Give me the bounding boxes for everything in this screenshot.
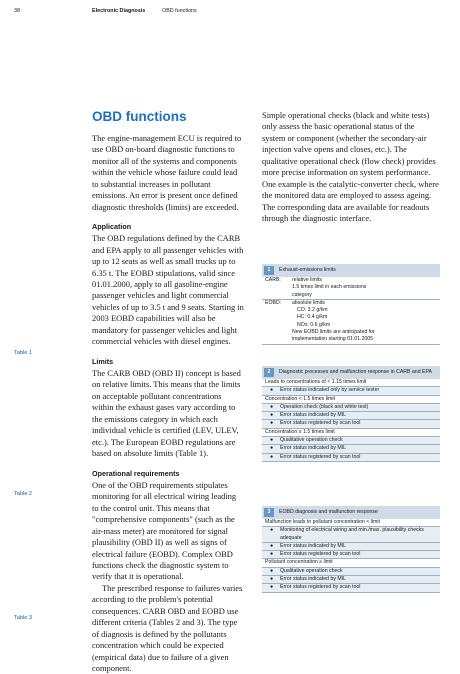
eobd-label: EOBD: bbox=[265, 299, 282, 306]
limits-paragraph: The CARB OBD (OBD II) concept is based on relative limits. This means that the limits on acceptable pollutant concentrations within the exhaust gases vary according to the emissions category in which each individual vehicle is certified (LEV, ULEV, etc.). The European EOBD regulations are based on absolute limits (Table 1). bbox=[92, 367, 241, 459]
table-3-title: EOBD diagnosis and malfunction response bbox=[279, 509, 378, 515]
bullet-icon: ● bbox=[270, 387, 274, 394]
bullet-icon: ● bbox=[270, 420, 274, 427]
table-2 bbox=[262, 366, 440, 462]
bullet-icon: ● bbox=[270, 584, 274, 591]
table-cell: implementation starting 01.01.2005 bbox=[292, 336, 374, 343]
margin-ref-table-3[interactable]: Table 3 bbox=[14, 615, 33, 621]
bullet-icon: ● bbox=[270, 576, 274, 583]
application-heading: Application bbox=[92, 222, 132, 232]
table-group-heading: Pollutant concentration ≥ limit bbox=[262, 559, 440, 567]
table-row: ● Qualitative operation check bbox=[262, 568, 440, 576]
table-cell: category bbox=[292, 291, 312, 298]
bullet-icon: ● bbox=[270, 412, 274, 419]
table-2-header bbox=[262, 366, 440, 379]
table-row: ● Error status indicated by MIL bbox=[262, 445, 440, 453]
bullet-icon: ● bbox=[270, 542, 274, 549]
table-row: ● Error status registered by scan tool bbox=[262, 551, 440, 559]
bullet-icon: ● bbox=[270, 567, 274, 574]
limits-heading: Limits bbox=[92, 356, 114, 366]
page-title: OBD functions bbox=[92, 109, 187, 124]
header-subsection: OBD functions bbox=[162, 8, 197, 14]
table-1-number: 1 bbox=[264, 266, 274, 275]
bullet-icon: ● bbox=[270, 403, 274, 410]
table-row: ● Qualitative operation check bbox=[262, 437, 440, 445]
intro-paragraph: The engine-management ECU is required to use OBD on-board diagnostic functions to monitor all of the systems and components within the vehicle whose failure could lead to substantial increases in pollutant emissions. An error is present once defined diagnostic thresholds (limits) are exceeded. bbox=[92, 132, 242, 212]
table-1 bbox=[262, 264, 440, 345]
table-row: ● Error status indicated by MIL bbox=[262, 543, 440, 551]
table-group-heading: Leads to concentrations of < 1.15 times limit bbox=[262, 379, 440, 387]
table-row: ● Monitoring of electrical wiring and min./max. plausibility checks adequate bbox=[262, 527, 440, 543]
table-1-title: Exhaust-emissions limits bbox=[279, 267, 336, 273]
application-paragraph: The OBD regulations defined by the CARB and EPA apply to all passenger vehicles with up to 12 seats as well as small trucks up to 6.35 t. The EOBD stipulations, valid since 01.01.2000, apply to all gasoline-engine passenger vehicles and light commercial vehicles of up to 3.5 t and 9 seats. Starting in 2003 EOBD capabilities will also be mandatory for passenger vehicles and light commercial vehicles with diesel engines. bbox=[92, 233, 244, 347]
table-3-number: 3 bbox=[264, 508, 274, 517]
table-row: ● Error status indicated by MIL bbox=[262, 576, 440, 584]
table-row: ● Error status indicated by MIL bbox=[262, 412, 440, 420]
table-2-number: 2 bbox=[264, 368, 274, 377]
bullet-icon: ● bbox=[270, 527, 274, 534]
table-cell: relative limits bbox=[292, 277, 322, 283]
bullet-icon: ● bbox=[270, 437, 274, 444]
margin-ref-table-2[interactable]: Table 2 bbox=[14, 491, 33, 497]
left-column bbox=[92, 110, 244, 674]
table-3-header bbox=[262, 506, 440, 519]
right-paragraph: Simple operational checks (black and white tests) only assess the basic operational status of the system or component (whether the secondary-air injection valve opens and closes, etc.). The qualitative operational check (flow check) provides more precise information on system performance. One example is the catalytic-converter check, where the monitored data are employed to assess ageing. The corresponding data are available for readouts through the diagnostic interface. bbox=[262, 110, 439, 224]
table-row: ● Error status registered by scan tool bbox=[262, 454, 440, 462]
table-cell: CO: 3.2 g/km bbox=[297, 307, 328, 314]
table-group-heading: Malfunction leads to pollutant concentration < limit bbox=[262, 519, 440, 527]
bullet-icon: ● bbox=[270, 445, 274, 452]
bullet-icon: ● bbox=[270, 453, 274, 460]
operational-paragraph-2: The prescribed response to failures varies according to the problem's potential consequences. CARB OBD and EOBD use different criteria (Tables 2 and 3). The type of diagnosis is defined by the pollutants concentration which could be expected (empirical data) due to failure of a given component. bbox=[92, 582, 243, 674]
margin-ref-table-1[interactable]: Table 1 bbox=[14, 350, 33, 356]
bullet-icon: ● bbox=[270, 551, 274, 558]
table-row: ● Error status registered by scan tool bbox=[262, 420, 440, 428]
table-cell: NOx: 0.6 g/km bbox=[297, 321, 331, 328]
page-number: 38 bbox=[14, 8, 20, 14]
right-column-text bbox=[262, 110, 440, 225]
table-row bbox=[262, 277, 440, 300]
running-header bbox=[0, 0, 460, 22]
table-3 bbox=[262, 506, 440, 593]
carb-label: CARB: bbox=[265, 277, 281, 283]
table-1-header bbox=[262, 264, 440, 277]
table-cell: absolute limits bbox=[292, 299, 325, 306]
table-cell: New EOBD limits are anticipated for bbox=[292, 329, 375, 336]
table-row: ● Error status indicated only by service tester bbox=[262, 387, 440, 395]
table-group-heading: Concentration ≥ 1.5 times limit bbox=[262, 429, 440, 437]
table-cell: HC: 0.4 g/km bbox=[297, 314, 328, 321]
table-2-title: Diagnostic processes and malfunction response in CARB and EPA bbox=[279, 369, 433, 375]
table-cell: 1.5 times limit in each emissions bbox=[292, 284, 367, 291]
table-row: ● Error status registered by scan tool bbox=[262, 584, 440, 592]
operational-heading: Operational requirements bbox=[92, 468, 180, 478]
table-group-heading: Concentration < 1.5 times limit bbox=[262, 396, 440, 404]
header-section: Electronic Diagnosis bbox=[92, 8, 146, 14]
table-row bbox=[262, 300, 440, 345]
operational-paragraph-1: One of the OBD requirements stipulates monitoring for all electrical wiring leading to the control unit. This means that "comprehensive components" (such as the air-mass meter) are monitored for signal plausibility (OBD II) as well as signs of electrical failure (EOBD). Complex OBD functions check the diagnostic system to verify that it is operational. bbox=[92, 479, 237, 582]
table-row: ● Operation check (black and white test) bbox=[262, 404, 440, 412]
